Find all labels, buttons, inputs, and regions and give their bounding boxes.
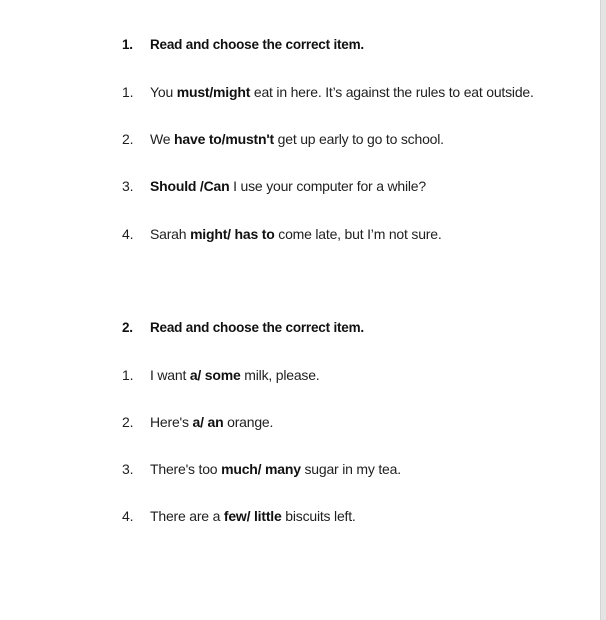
sentence-start: I want [150, 367, 190, 383]
section-title: Read and choose the correct item. [150, 320, 364, 335]
sentence-start: There's too [150, 461, 222, 477]
choice-options: Should /Can [150, 178, 230, 194]
choice-options: a/ some [189, 367, 241, 383]
section-number: 1. [122, 37, 133, 52]
sentence-end: get up early to go to school. [273, 131, 444, 147]
sentence-end: orange. [223, 414, 274, 430]
page-edge [601, 0, 606, 620]
item-sentence [150, 413, 273, 431]
item-number: 3. [122, 178, 134, 194]
sentence-start: Sarah [150, 226, 191, 242]
item-sentence [150, 460, 401, 478]
item-number: 1. [122, 367, 134, 383]
sentence-end: eat in here. It’s against the rules to eat outside. [250, 84, 534, 100]
choice-options: few/ little [223, 508, 282, 524]
item-number: 2. [122, 414, 134, 430]
item-number: 2. [122, 131, 134, 147]
choice-options: much/ many [221, 461, 301, 477]
sentence-end: I use your computer for a while? [229, 178, 426, 194]
section-title: Read and choose the correct item. [150, 37, 364, 52]
sentence-start: You [150, 84, 177, 100]
choice-options: have to/mustn't [174, 131, 274, 147]
choice-options: might/ has to [190, 226, 275, 242]
sentence-end: biscuits left. [281, 508, 356, 524]
sentence-end: come late, but I’m not sure. [274, 226, 442, 242]
item-number: 4. [122, 508, 134, 524]
choice-options: must/might [176, 84, 251, 100]
sentence-end: sugar in my tea. [300, 461, 401, 477]
item-sentence [150, 177, 426, 195]
item-number: 1. [122, 84, 134, 100]
item-sentence [150, 507, 356, 525]
sentence-end: milk, please. [240, 367, 320, 383]
section-number: 2. [122, 320, 133, 335]
item-number: 4. [122, 226, 134, 242]
choice-options: a/ an [192, 414, 224, 430]
item-sentence [150, 225, 442, 243]
item-number: 3. [122, 461, 134, 477]
item-sentence [150, 366, 320, 384]
item-sentence [150, 83, 534, 101]
sentence-start: Here's [150, 414, 193, 430]
sentence-start: We [150, 131, 175, 147]
sentence-start: There are a [150, 508, 224, 524]
item-sentence [150, 130, 444, 148]
